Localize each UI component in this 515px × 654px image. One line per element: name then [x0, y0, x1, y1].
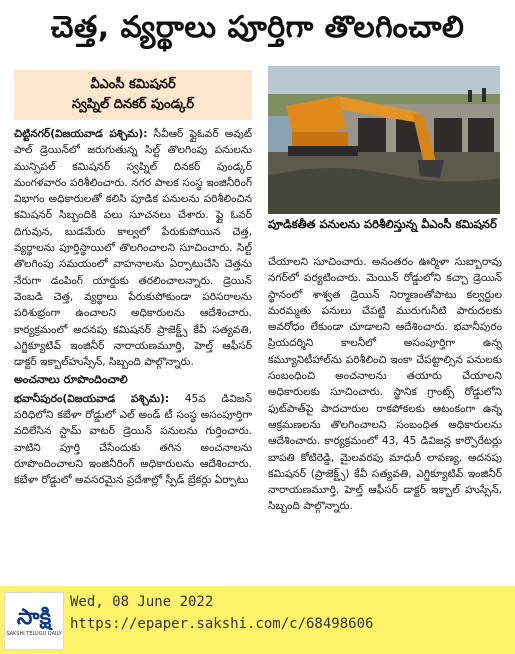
dateline-bhavanipuram: భవానీపురం(విజయవాడ పశ్చిమ):: [14, 392, 170, 405]
paragraph-continuation: చేయాలని సూచించారు. అనంతరం ఊర్మిళా సుబ్బారావు నగర్‌లో పర్యటించారు. మెయిన్ రోడ్డులోని కచ్చా డ్రెయిన్ స్థానంలో శాశ్వత డ్రెయిన్ నిర్మాణంతోపాటు కల్వర్టుల మరమ్మతు పనులు చేపట్టి మురుగునీటి పారుదలకు అవరోధం లేకుండా చూడాలని ఆదేశించారు. భవానీపురం ప్రియదర్శిని కాలనీలో అసంపూర్తిగా ఉన్న కమ్యూనిటీహాల్‌ను పరిశీలించి ఇంకా చేపట్టాల్సిన పనులకు సంబంధించి అంచనాలను తయారు చేయాలని అధికారులకు సూచించారు. స్థానిక గ్రాంట్స్ రోడ్డులోని ఫుట్‌పాత్‌పై పాదచారుల రాకపోకలకు ఆటంకంగా ఉన్న ఆక్రమణలను తొలగించాలని సంబంధిత అధికారులను ఆదేశించారు. కార్యక్రమంలో 43, 45 డివిజన్ల కార్పొరేటర్లు బాపతి కోటిరెడ్డి, మైలవరపు మాధురీ లావణ్య, అదనపు కమిషనర్ (ప్రాజెక్ట్స్) కేవీ సత్యవతి, ఎగ్జిక్యూటివ్ ఇంజినీర్ నారాయణమూర్తి, హెల్త్ ఆఫీసర్ డాక్టర్ ఇక్బాల్ హుస్సేన్, సిబ్బంది పాల్గొన్నారు.: [268, 256, 502, 513]
photo-caption: పూడికతీత పనులను పరిశీలిస్తున్న వీఎంసీ కమిషనర్: [268, 217, 497, 231]
sakshi-logo-subtext: SAKSHI TELUGU DAILY: [6, 630, 62, 637]
footer-bar: [0, 586, 515, 654]
dateline-chittinagar: చిట్టినగర్(విజయవాడ పశ్చిమ):: [14, 128, 148, 140]
paragraph-bhavanipuram: [14, 391, 252, 489]
headline: చెత్త, వ్యర్థాలు పూర్తిగా తొలగించాలి: [50, 10, 465, 45]
byline-title: వీఎంసీ కమిషనర్: [90, 77, 176, 92]
sakshi-logo: [4, 592, 64, 650]
subheading-estimates: అంచనాలు రూపొందించాలి: [14, 373, 128, 387]
paragraph-bhavanipuram-text: 45వ డివిజన్ పరిధిలోని కబేళా రోడ్డులో ఎల్ అండ్ టీ సంస్థ అసంపూర్తిగా వదిలేసిన స్టామ్ వాటర్ డ్రెయిన్ పనులను గుర్తించారు. వాటిని పూర్తి చేసేందుకు తగిన అంచనాలను రూపొందించాలని ఇంజినీరింగ్ అధికారులను ఆదేశించారు. కబేళా రోడ్డులో అవసరమైన ప్రదేశాల్లో స్పీడ్ బ్రేకర్లు ఏర్పాటు: [14, 392, 252, 487]
excavator-photo-illustration: [268, 66, 500, 214]
footer-url-link[interactable]: https://epaper.sakshi.com/c/68498606: [70, 616, 374, 632]
news-photo: [268, 66, 500, 214]
article-left-column: [14, 126, 252, 586]
paragraph-chittinagar-text: సీవీఆర్ ఫ్లైఓవర్ అవుట్ పాల్ డ్రెయిన్‌లో జరుగుతున్న సిల్ట్ తొలగింపు పనులను మున్సిపల్ కమిషనర్ స్వప్నిల్ దినకర్ పుండ్కర్ మంగళవారం పరిశీలించారు. నగర పాలక సంస్థ ఇంజినీరింగ్ విభాగం అధికారులతో కలిసి పూడిక పనులను పరిశీలించిన కమిషనర్ సిబ్బందికి పలు సూచనలు చేశారు. ఫ్లై ఓవర్ దిగువున, బుడమేరు కాల్వలో పేరుకుపోయిన చెత్త, వ్యర్థాలను పూర్తిస్థాయిలో తొలగించాలని సూచించారు. సిల్ట్ తొలగింపు సమయంలో వాహనాలను ఏర్పాటుచేసి చెత్తను నేరుగా డంపింగ్ యార్డుకు తరలించాలన్నారు. డ్రెయిన్ వెంబడి చెత్త, వ్యర్థాలు పేరుకుపోకుండా పరిసరాలను పరిశుభ్రంగా ఉంచాలని అధికారులను ఆదేశించారు. కార్యక్రమంలో అదనపు కమిషనర్ ప్రాజెక్ట్స్ కేవీ సత్యవతి, ఎగ్జిక్యూటివ్ ఇంజినీర్ నారాయణమూర్తి, హెల్త్ ఆఫీసర్ డాక్టర్ ఇక్బాల్‌హుస్సేన్, సిబ్బంది పాల్గొన్నారు.: [14, 128, 252, 369]
byline-box: [14, 70, 252, 120]
article-right-column: [268, 254, 502, 594]
byline-name: స్వప్నిల్ దినకర్ పుండ్కర్: [71, 97, 195, 112]
paragraph-chittinagar: [14, 126, 252, 370]
footer-date: Wed, 08 June 2022: [70, 594, 214, 610]
sakshi-logo-mark: సాక్షి: [16, 604, 52, 630]
